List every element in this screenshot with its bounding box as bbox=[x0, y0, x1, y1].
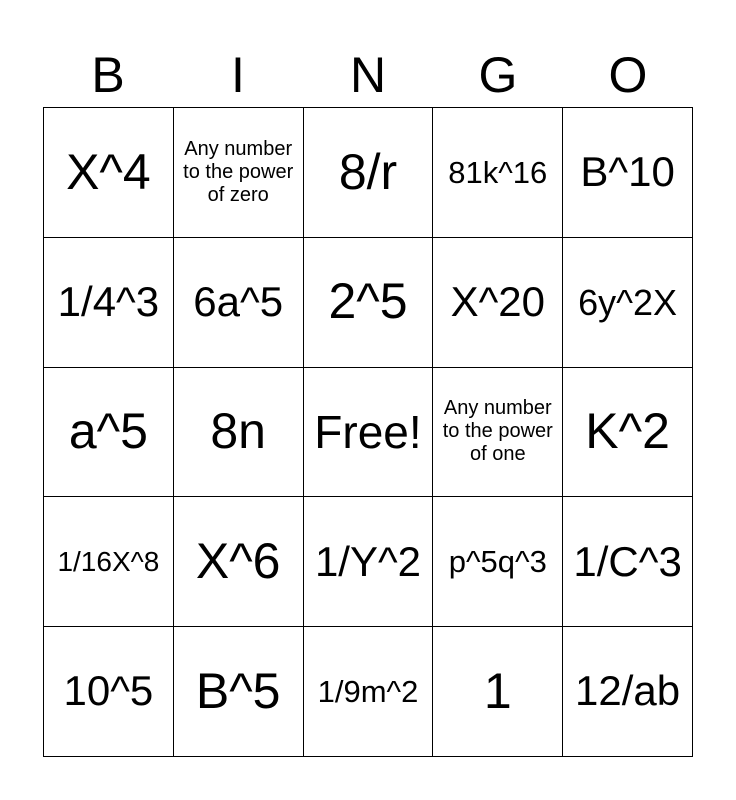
header-letter-o: O bbox=[608, 47, 648, 103]
bingo-cell[interactable] bbox=[174, 108, 304, 238]
bingo-board bbox=[43, 107, 693, 757]
cell-text: Any number to the power of zero bbox=[183, 137, 294, 206]
cell-text: 1/4^3 bbox=[57, 278, 160, 326]
bingo-cell[interactable] bbox=[563, 497, 693, 627]
bingo-cell[interactable] bbox=[563, 368, 693, 498]
bingo-cell[interactable] bbox=[433, 627, 563, 757]
bingo-cell[interactable] bbox=[433, 108, 563, 238]
bingo-cell[interactable] bbox=[433, 368, 563, 498]
bingo-cell[interactable] bbox=[304, 627, 434, 757]
cell-text: X^20 bbox=[450, 278, 546, 326]
cell-text: Any number to the power of one bbox=[442, 397, 553, 466]
cell-text: 1/C^3 bbox=[573, 537, 682, 585]
bingo-cell[interactable] bbox=[174, 368, 304, 498]
header-letter-b: B bbox=[91, 47, 125, 103]
bingo-cell[interactable] bbox=[174, 627, 304, 757]
bingo-cell[interactable] bbox=[174, 238, 304, 368]
cell-text: 6y^2X bbox=[578, 281, 678, 323]
bingo-cell[interactable] bbox=[44, 238, 174, 368]
bingo-cell[interactable] bbox=[304, 238, 434, 368]
bingo-header bbox=[43, 44, 693, 106]
bingo-cell[interactable] bbox=[44, 368, 174, 498]
cell-text: 8n bbox=[210, 403, 266, 460]
cell-text: B^5 bbox=[195, 662, 281, 719]
cell-text: 1 bbox=[483, 662, 512, 719]
bingo-cell[interactable] bbox=[304, 108, 434, 238]
cell-text: 8/r bbox=[338, 143, 398, 200]
bingo-cell[interactable] bbox=[433, 497, 563, 627]
cell-text: a^5 bbox=[68, 403, 148, 460]
bingo-cell[interactable] bbox=[44, 497, 174, 627]
cell-text: 1/Y^2 bbox=[314, 537, 422, 585]
header-letter-i: I bbox=[231, 47, 245, 103]
cell-text: 1/9m^2 bbox=[317, 673, 419, 709]
bingo-cell[interactable] bbox=[44, 108, 174, 238]
bingo-cell[interactable] bbox=[563, 627, 693, 757]
cell-text: B^10 bbox=[580, 148, 675, 196]
bingo-cell[interactable] bbox=[174, 497, 304, 627]
cell-text: 6a^5 bbox=[193, 278, 284, 326]
cell-text: p^5q^3 bbox=[448, 543, 547, 579]
bingo-cell[interactable] bbox=[433, 238, 563, 368]
header-letter-g: G bbox=[478, 47, 518, 103]
bingo-cell[interactable] bbox=[44, 627, 174, 757]
cell-text: 10^5 bbox=[63, 667, 154, 715]
cell-text: 81k^16 bbox=[448, 154, 548, 190]
cell-text: Free! bbox=[314, 405, 422, 458]
free-space-cell[interactable] bbox=[304, 368, 434, 498]
cell-text: K^2 bbox=[585, 403, 670, 460]
cell-text: X^6 bbox=[195, 533, 281, 590]
cell-text: 12/ab bbox=[575, 667, 681, 715]
bingo-cell[interactable] bbox=[563, 238, 693, 368]
bingo-cell[interactable] bbox=[563, 108, 693, 238]
bingo-cell[interactable] bbox=[304, 497, 434, 627]
cell-text: 1/16X^8 bbox=[57, 545, 160, 577]
cell-text: 2^5 bbox=[328, 273, 408, 330]
cell-text: X^4 bbox=[66, 143, 151, 200]
header-letter-n: N bbox=[349, 47, 387, 103]
